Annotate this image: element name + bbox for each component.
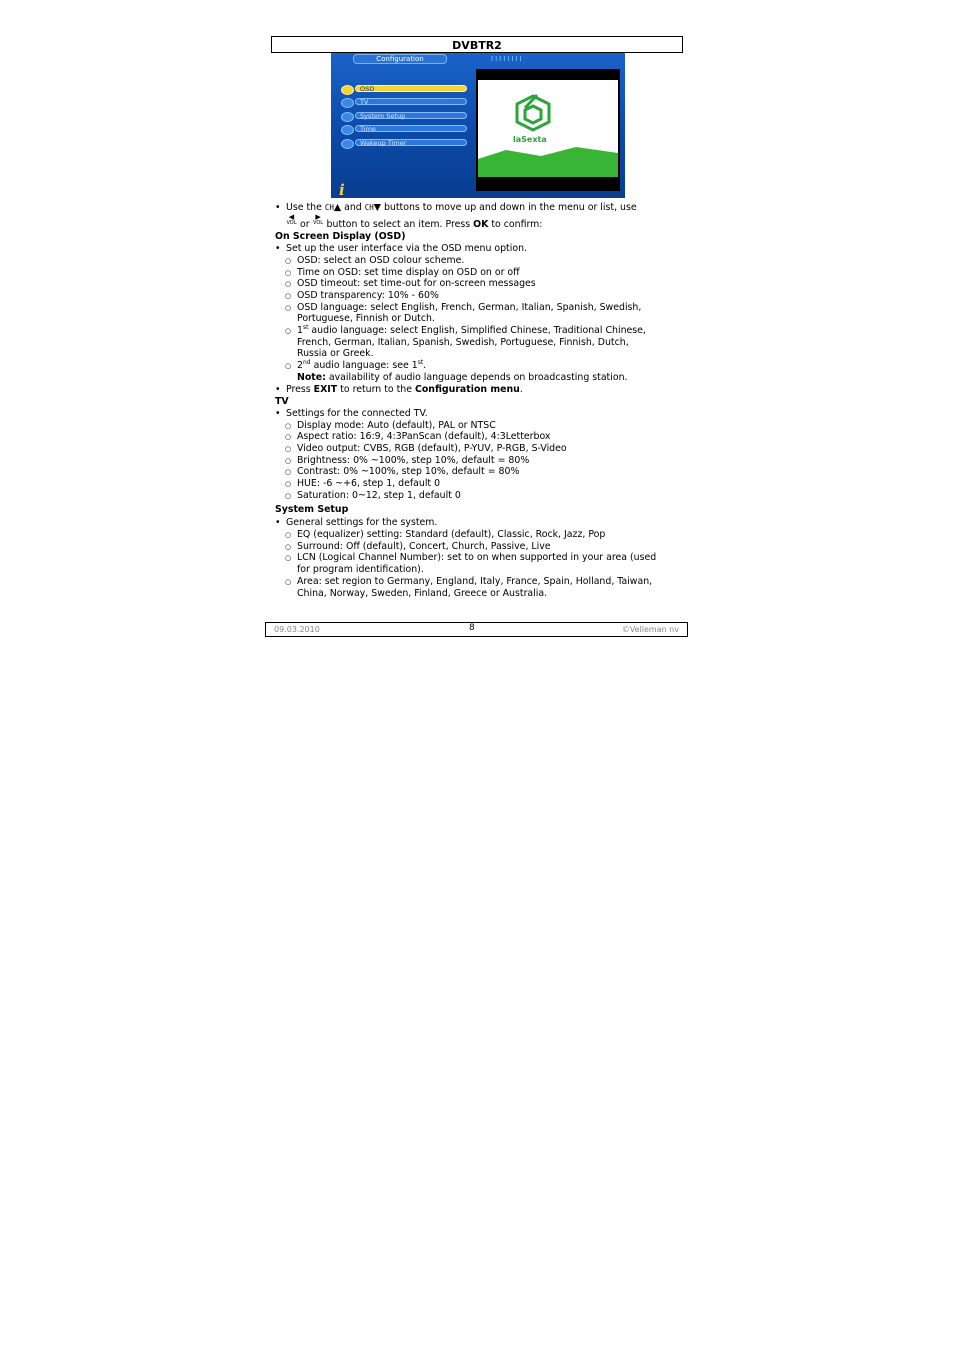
footer-date: 09.03.2010 — [274, 625, 320, 634]
intro-bullet — [275, 202, 685, 214]
footer-copyright: ©Velleman nv — [621, 625, 679, 634]
ch-label: CH — [324, 203, 334, 212]
osd-menu-label: Wakeup Timer — [355, 139, 467, 146]
intro-text: to confirm: — [491, 218, 543, 230]
osd-title: Configuration — [353, 54, 447, 64]
osd-menu-item-system-setup — [341, 112, 469, 120]
tv-item: ○ Display mode: Auto (default), PAL or NTSC — [275, 420, 685, 432]
ch-up-icon: ▲ — [333, 202, 342, 213]
tv-preview — [476, 69, 620, 191]
note-line: Note: availability of audio language depends on broadcasting station. — [297, 371, 628, 383]
exit-bullet: • Press EXIT to return to the Configuration menu. — [275, 384, 685, 396]
channel-logo-text: laSexta — [513, 135, 547, 144]
ok-label: OK — [473, 218, 489, 230]
tv-item: ○ Contrast: 0% ~100%, step 10%, default = 80% — [275, 466, 685, 478]
channel-logo-icon — [511, 94, 556, 134]
tv-item: ○ Brightness: 0% ~100%, step 10%, default = 80% — [275, 455, 685, 467]
manual-content — [275, 202, 685, 599]
vol-right-icon: ▶ VOL — [313, 212, 324, 226]
tv-item: ○ HUE: -6 ~+6, step 1, default 0 — [275, 478, 685, 490]
menu-dot-icon — [341, 85, 354, 95]
osd-menu-item-tv — [341, 98, 469, 106]
system-section-bullet: • General settings for the system. — [275, 517, 685, 529]
osd-menu-item-osd — [341, 85, 469, 93]
info-icon: i — [339, 181, 345, 198]
tv-section-bullet: • Settings for the connected TV. — [275, 408, 685, 420]
system-item: ○ Surround: Off (default), Concert, Church, Passive, Live — [275, 541, 685, 553]
logo-background-shape — [478, 147, 618, 177]
ch-label: CH — [364, 203, 374, 212]
osd-item-continuation: Portuguese, Finnish or Dutch. — [297, 313, 435, 325]
system-section-heading: System Setup — [275, 503, 349, 515]
osd-item: ○ Time on OSD: set time display on OSD on or off — [275, 267, 685, 279]
menu-dot-icon — [341, 112, 354, 122]
system-item-continuation: China, Norway, Sweden, Finland, Greece or Australia. — [297, 587, 548, 599]
osd-menu-item-wakeup-timer — [341, 139, 469, 147]
tv-preview-screen — [478, 80, 618, 177]
osd-item: ○ OSD timeout: set time-out for on-screen messages — [275, 278, 685, 290]
osd-item: ○ OSD: select an OSD colour scheme. — [275, 255, 685, 267]
osd-menu-item-time — [341, 125, 469, 133]
intro-text: buttons to move up and down in the menu or list, use — [383, 202, 637, 213]
osd-menu-label: Time — [355, 125, 467, 132]
tv-item: ○ Saturation: 0~12, step 1, default 0 — [275, 490, 685, 502]
tv-item: ○ Aspect ratio: 16:9, 4:3PanScan (default), 4:3Letterbox — [275, 431, 685, 443]
menu-dot-icon — [341, 139, 354, 149]
osd-item: ○ OSD transparency: 10% - 60% — [275, 290, 685, 302]
document-header — [271, 36, 683, 53]
tv-item: ○ Video output: CVBS, RGB (default), P-YUV, P-RGB, S-Video — [275, 443, 685, 455]
intro-text: Use the — [286, 202, 322, 213]
intro-text: button to select an item. Press — [326, 218, 471, 230]
osd-menu-label: System Setup — [355, 112, 467, 119]
osd-signal-ticks: IIIIIIII — [491, 55, 524, 63]
page-number: 8 — [469, 623, 475, 633]
osd-section-heading: On Screen Display (OSD) — [275, 231, 406, 243]
menu-dot-icon — [341, 125, 354, 135]
ch-down-icon: ▼ — [373, 202, 381, 213]
intro-continuation — [275, 212, 685, 231]
osd-screenshot — [331, 53, 625, 198]
intro-text: and — [344, 202, 362, 213]
osd-item: ○ OSD language: select English, French, German, Italian, Spanish, Swedish, — [275, 302, 685, 314]
audio1-continuation: French, German, Italian, Spanish, Swedish, Portuguese, Finnish, Dutch, — [297, 336, 629, 348]
audio2-item: ○ 2nd audio language: see 1st. — [275, 360, 685, 372]
intro-text: or — [299, 218, 310, 230]
document-title: DVBTR2 — [452, 39, 502, 52]
document-footer — [265, 622, 688, 637]
system-item: ○ LCN (Logical Channel Number): set to on when supported in your area (used — [275, 552, 685, 564]
osd-menu-label: TV — [355, 98, 467, 105]
vol-left-icon: ◀ VOL — [286, 212, 297, 226]
system-item: ○ EQ (equalizer) setting: Standard (default), Classic, Rock, Jazz, Pop — [275, 529, 685, 541]
osd-menu-label: OSD — [355, 85, 467, 92]
system-item-continuation: for program identification). — [297, 564, 424, 576]
menu-dot-icon — [341, 98, 354, 108]
osd-section-bullet: • Set up the user interface via the OSD menu option. — [275, 243, 685, 255]
tv-section-heading: TV — [275, 396, 289, 408]
audio1-continuation: Russia or Greek. — [297, 348, 374, 360]
audio1-item: ○ 1st audio language: select English, Simplified Chinese, Traditional Chinese, — [275, 325, 685, 337]
system-item: ○ Area: set region to Germany, England, Italy, France, Spain, Holland, Taiwan, — [275, 576, 685, 588]
